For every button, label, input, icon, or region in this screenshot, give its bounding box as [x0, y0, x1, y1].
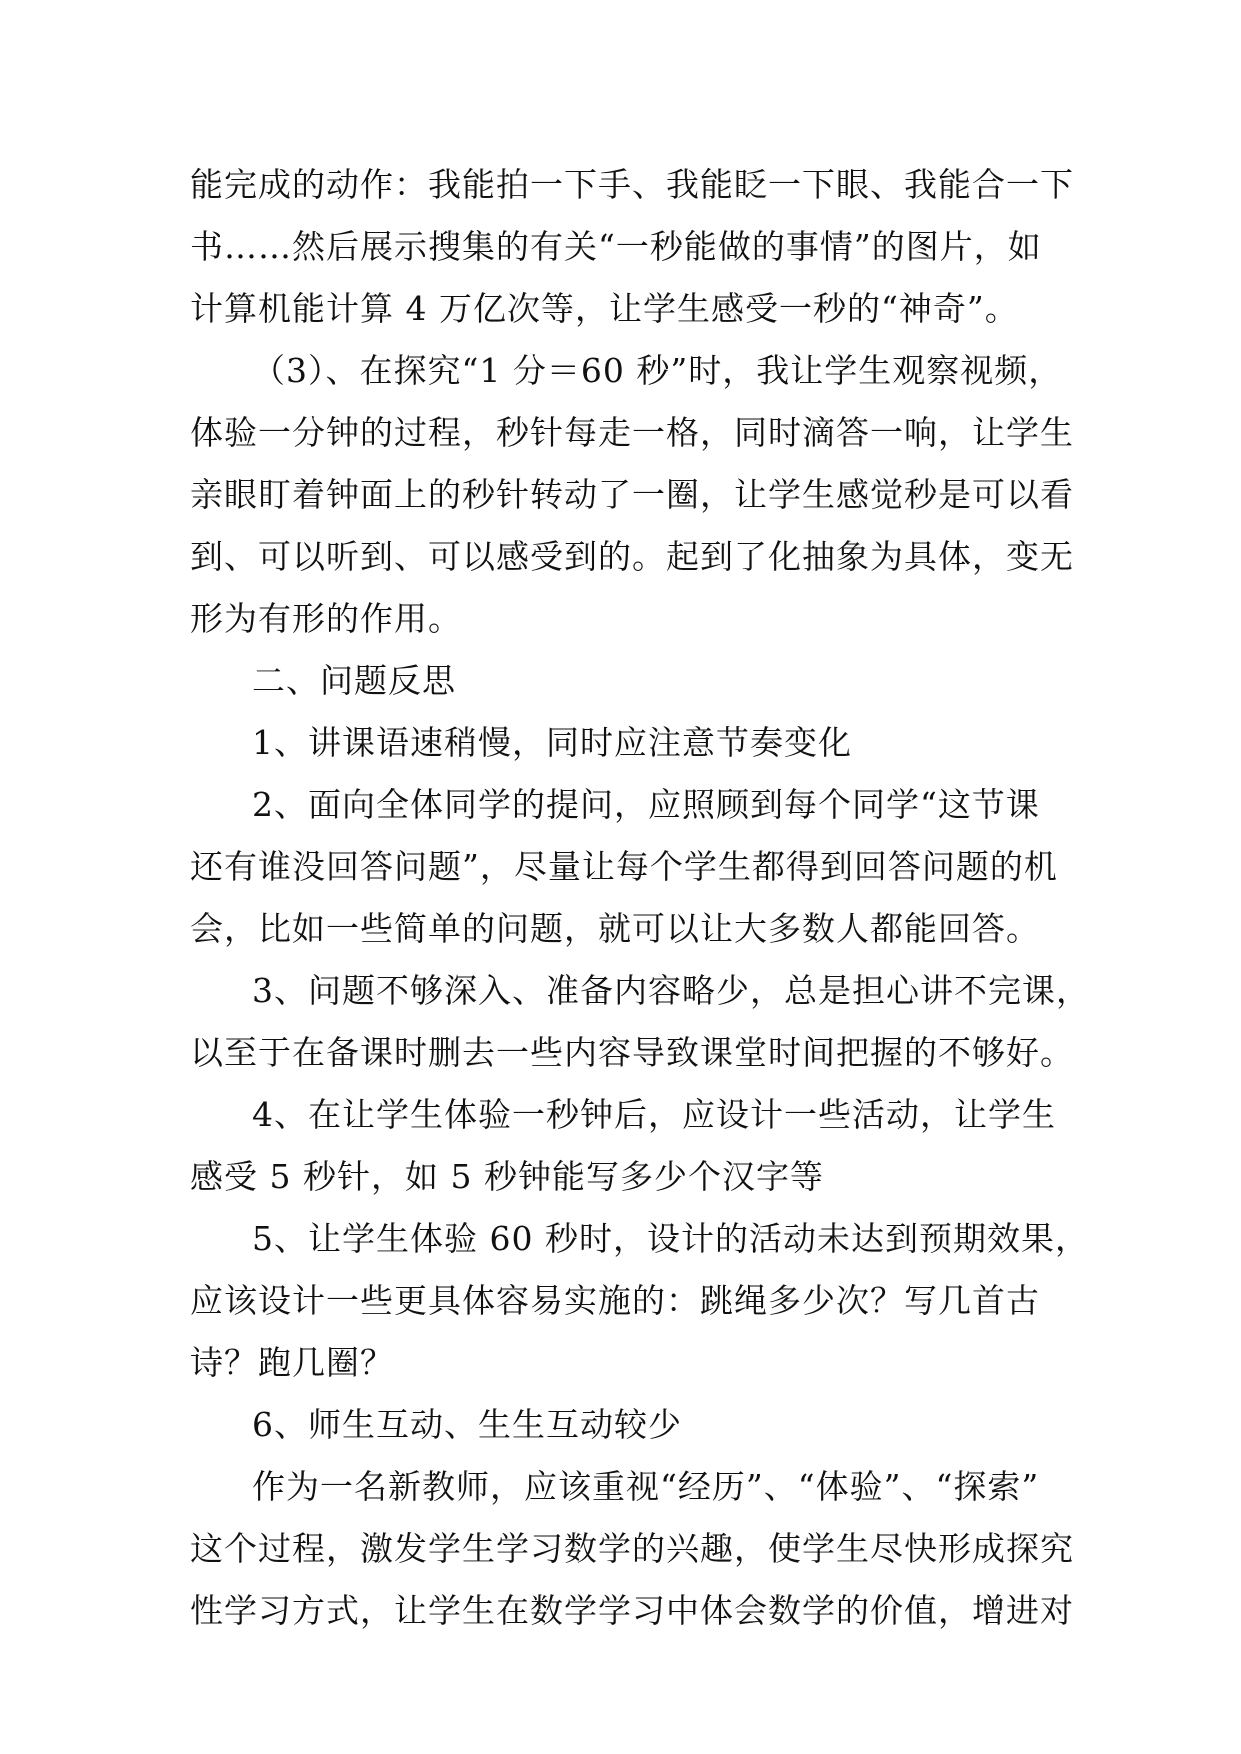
text-line: 还有谁没回答问题”，尽量让每个学生都得到回答问题的机 [190, 847, 1058, 886]
text-line: 到、可以听到、可以感受到的。起到了化抽象为具体，变无 [190, 537, 1074, 576]
list-item: 2、面向全体同学的提问，应照顾到每个同学“这节课 [252, 785, 1040, 824]
list-item: 5、让学生体验 60 秒时，设计的活动未达到预期效果， [252, 1219, 1089, 1258]
text-line: 计算机能计算 4 万亿次等，让学生感受一秒的“神奇”。 [190, 289, 1019, 328]
text-line: 应该设计一些更具体容易实施的：跳绳多少次？写几首古 [190, 1281, 1040, 1320]
list-item: 6、师生互动、生生互动较少 [252, 1405, 682, 1444]
text-line: 体验一分钟的过程，秒针每走一格，同时滴答一响，让学生 [190, 413, 1074, 452]
list-item: 4、在让学生体验一秒钟后，应设计一些活动，让学生 [252, 1095, 1056, 1134]
text-line: 感受 5 秒针，如 5 秒钟能写多少个汉字等 [190, 1157, 824, 1196]
text-line: 作为一名新教师，应该重视“经历”、“体验”、“探索” [252, 1467, 1040, 1506]
text-line: 亲眼盯着钟面上的秒针转动了一圈，让学生感觉秒是可以看 [190, 475, 1074, 514]
list-item: 1、讲课语速稍慢，同时应注意节奏变化 [252, 723, 852, 762]
section-heading: 二、问题反思 [252, 661, 456, 700]
text-line: 性学习方式，让学生在数学学习中体会数学的价值，增进对 [190, 1591, 1074, 1630]
list-item: 3、问题不够深入、准备内容略少，总是担心讲不完课， [252, 971, 1090, 1010]
text-line: 会，比如一些简单的问题，就可以让大多数人都能回答。 [190, 909, 1040, 948]
text-line: 这个过程，激发学生学习数学的兴趣，使学生尽快形成探究 [190, 1529, 1074, 1568]
text-line: 能完成的动作：我能拍一下手、我能眨一下眼、我能合一下 [190, 165, 1074, 204]
text-line: 以至于在备课时删去一些内容导致课堂时间把握的不够好。 [190, 1033, 1074, 1072]
text-line: 形为有形的作用。 [190, 599, 462, 638]
document-body [190, 154, 1090, 1642]
text-line: 书……然后展示搜集的有关“一秒能做的事情”的图片，如 [190, 227, 1042, 266]
text-line: 诗？跑几圈？ [190, 1343, 394, 1382]
text-line: （3）、在探究“1 分＝60 秒”时，我让学生观察视频， [252, 351, 1063, 390]
